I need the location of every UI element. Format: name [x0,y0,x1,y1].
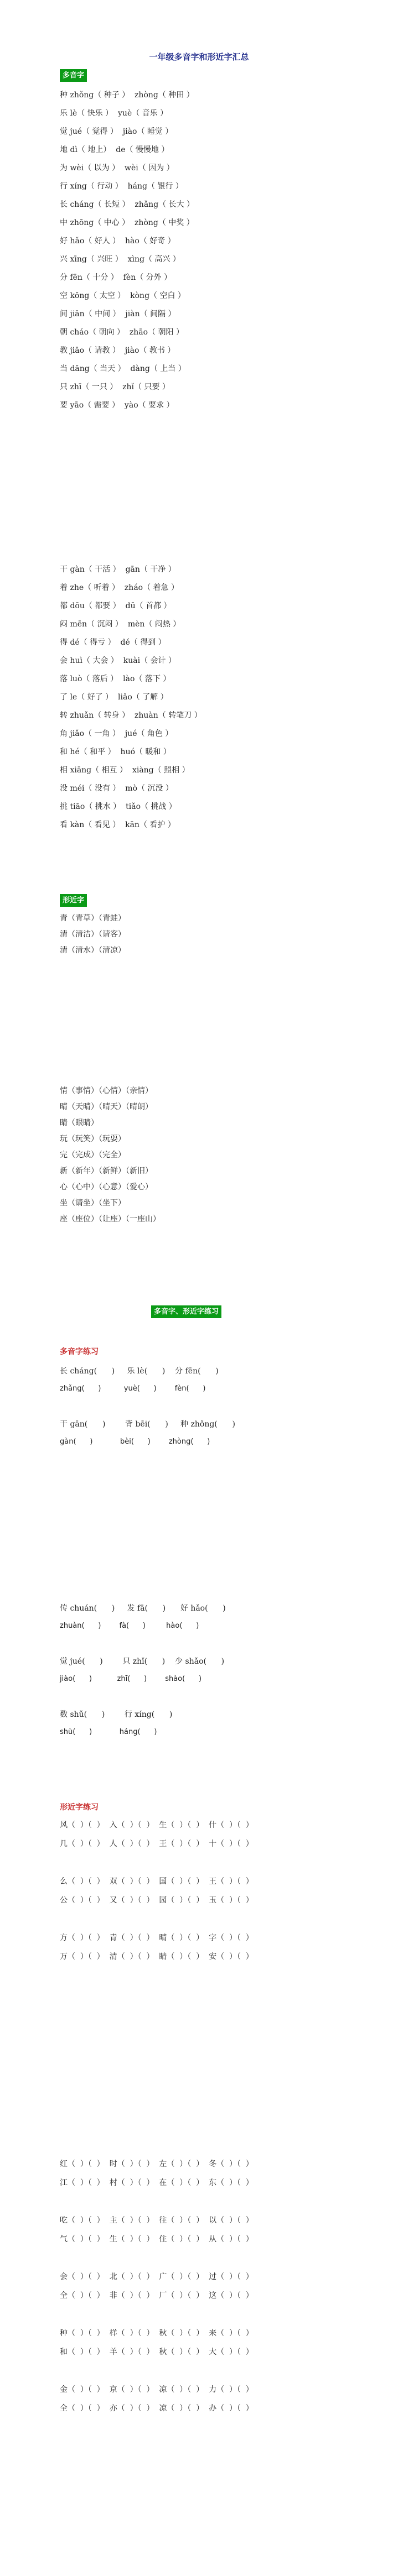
polyphone-entry: 只 zhī（ 一只 ） zhǐ（ 只要 ） [60,383,170,391]
polyphone-entry: 都 dōu（ 都要 ） dū（ 首都 ） [60,602,172,610]
similar-exercise-row: 种（ ）（ ） 样（ ）（ ） 秋（ ）（ ） 来（ ）（ ） [60,2329,254,2338]
polyphone-entry: 兴 xīng（ 兴旺 ） xìng（ 高兴 ） [60,255,180,264]
polyphone-entry: 挑 tiāo（ 挑水 ） tiǎo（ 挑战 ） [60,802,177,811]
similar-exercise-row: 金（ ）（ ） 京（ ）（ ） 凉（ ）（ ） 力（ ）（ ） [60,2385,254,2394]
similar-practice-label: 形近字练习 [60,1803,99,1812]
polyphone-exercise-1 [60,1362,235,1451]
polyphone-entry: 教 jiāo（ 请教 ） jiào（ 教书 ） [60,346,175,355]
polyphones-label: 多音字 [60,69,87,82]
polyphone-entry: 行 xíng（ 行动 ） háng（ 银行 ） [60,182,183,191]
similar-char-entry: 清（清水）（清凉） [60,946,126,955]
polyphone-entry: 相 xiāng（ 相互 ） xiàng（ 照相 ） [60,766,190,775]
polyphone-entry: 得 dé（ 得亏 ） dé（ 得到 ） [60,638,166,647]
similar-exercise-row [60,1853,254,1872]
page-title: 一年级多音字和形近字汇总 [149,52,249,62]
polyphone-entry: 闷 mēn（ 沉闷 ） mèn（ 闷热 ） [60,620,181,629]
exercise-row: zhuàn( ) fà( ) hào( ) [60,1622,199,1630]
similar-exercise-row [60,2361,254,2380]
similar-exercise-row: 全（ ）（ ） 亦（ ）（ ） 凉（ ）（ ） 办（ ）（ ） [60,2404,254,2413]
polyphone-entry: 要 yāo（ 需要 ） yào（ 要求 ） [60,401,174,410]
similar-char-entry: 完（完成）（完全） [60,1151,126,1159]
similar-exercise-row: 公（ ）（ ） 又（ ）（ ） 园（ ）（ ） 玉（ ）（ ） [60,1896,254,1905]
exercise-row: 觉 jué( ) 只 zhǐ( ) 少 shǎo( ) [60,1657,225,1666]
exercise-row [60,1688,226,1706]
similar-exercise-row: 会（ ）（ ） 北（ ）（ ） 广（ ）（ ） 过（ ）（ ） [60,2272,254,2281]
polyphone-entry: 分 fēn（ 十分 ） fèn（ 分外 ） [60,273,172,282]
similar-exercise-grid-2 [60,2155,254,2418]
similar-exercise-row: 和（ ）（ ） 羊（ ）（ ） 秋（ ）（ ） 大（ ）（ ） [60,2348,254,2356]
similar-list-1 [60,911,126,959]
similar-exercise-row: 全（ ）（ ） 非（ ）（ ） 厂（ ）（ ） 这（ ）（ ） [60,2291,254,2300]
similar-exercise-row: 气（ ）（ ） 生（ ）（ ） 住（ ）（ ） 从（ ）（ ） [60,2235,254,2244]
similar-char-entry: 心（心中）（心意）（爱心） [60,1183,153,1192]
exercise-row: 数 shǔ( ) 行 xíng( ) [60,1710,173,1719]
similar-char-entry: 睛（眼睛） [60,1119,99,1127]
similar-exercise-grid-1 [60,1816,254,1966]
polyphone-entry: 中 zhōng（ 中心 ） zhòng（ 中奖 ） [60,218,194,227]
similar-exercise-row [60,2192,254,2211]
practice-label: 多音字、形近字练习 [151,1305,221,1318]
similar-char-entry: 座（座位）（让座）（一座山） [60,1215,161,1224]
polyphone-entry: 着 zhe（ 听着 ） zháo（ 着急 ） [60,583,179,592]
similar-exercise-row: 红（ ）（ ） 时（ ）（ ） 左（ ）（ ） 冬（ ）（ ） [60,2160,254,2169]
similar-char-entry: 清（清洁）（请客） [60,930,126,939]
polyphone-entry: 为 wèi（ 以为 ） wèi（ 因为 ） [60,164,174,173]
similar-char-entry: 坐（请坐）（坐下） [60,1199,126,1208]
polyphone-entry: 朝 cháo（ 朝向 ） zhāo（ 朝阳 ） [60,328,184,337]
similar-char-entry: 玩（玩笑）（玩耍） [60,1135,126,1143]
similar-exercise-row [60,1910,254,1929]
polyphone-entry: 会 huì（ 大会 ） kuài（ 会计 ） [60,656,176,665]
similar-char-entry: 新（新年）（新鲜）（新旧） [60,1167,153,1175]
polyphone-entry: 觉 jué（ 觉得 ） jiào（ 睡觉 ） [60,127,173,136]
polyphone-entry: 转 zhuǎn（ 转身 ） zhuàn（ 转笔刀 ） [60,711,202,720]
exercise-row: gàn( ) bèi( ) zhòng( ) [60,1438,210,1446]
similar-exercise-row: 江（ ）（ ） 村（ ）（ ） 在（ ）（ ） 东（ ）（ ） [60,2178,254,2187]
similar-list-2 [60,1083,161,1227]
polyphone-entry: 地 dì（ 地上） de（ 慢慢地 ） [60,145,169,154]
similar-chars-label: 形近字 [60,894,87,907]
similar-char-entry: 青（青草）（青蛙） [60,914,126,923]
polyphone-entry: 没 méi（ 没有 ） mò（ 沉没 ） [60,784,173,793]
polyphone-entry: 看 kàn（ 看见 ） kān（ 看护 ） [60,821,175,829]
similar-exercise-row: 么（ ）（ ） 双（ ）（ ） 国（ ）（ ） 王（ ）（ ） [60,1877,254,1886]
similar-char-entry: 晴（天晴）（晴天）（晴朗） [60,1102,153,1111]
similar-char-entry: 情（事情）（心情）（亲情） [60,1086,153,1095]
polyphone-entry: 间 jiān（ 中间 ） jiàn（ 间隔 ） [60,310,176,318]
polyphone-list-2 [60,561,202,834]
exercise-row: 传 chuán( ) 发 fā( ) 好 hǎo( ) [60,1604,226,1613]
polyphone-entry: 当 dāng（ 当天 ） dàng（ 上当 ） [60,364,186,373]
exercise-row: zhǎng( ) yuè( ) fèn( ) [60,1384,206,1393]
similar-exercise-row [60,2249,254,2267]
polyphone-entry: 落 luò（ 落后 ） lào（ 落下 ） [60,675,171,683]
polyphone-entry: 干 gàn（ 干活 ） gān（ 干净 ） [60,565,176,574]
polyphone-entry: 角 jiǎo（ 一角 ） jué（ 角色 ） [60,729,173,738]
similar-exercise-row: 风（ ）（ ） 入（ ）（ ） 生（ ）（ ） 什（ ）（ ） [60,1821,254,1830]
polyphone-entry: 好 hǎo（ 好人 ） hào（ 好奇 ） [60,237,175,245]
polyphone-entry: 空 kōng（ 太空 ） kòng（ 空白 ） [60,291,185,300]
exercise-row: jiào( ) zhī( ) shào( ) [60,1675,202,1683]
similar-exercise-row: 吃（ ）（ ） 主（ ）（ ） 往（ ）（ ） 以（ ）（ ） [60,2216,254,2225]
exercise-row [60,1635,226,1653]
similar-exercise-row: 方（ ）（ ） 青（ ）（ ） 晴（ ）（ ） 字（ ）（ ） [60,1934,254,1942]
exercise-row: 干 gān( ) 背 bēi( ) 种 zhǒng( ) [60,1420,235,1429]
polyphone-exercise-2 [60,1600,226,1741]
polyphone-entry: 种 zhǒng（ 种子 ） zhòng（ 种田 ） [60,91,194,100]
polyphone-entry: 长 cháng（ 长短 ） zhǎng（ 长大 ） [60,200,195,209]
polyphone-entry: 了 le（ 好了 ） liǎo（ 了解 ） [60,693,168,702]
polyphone-practice-label: 多音字练习 [60,1347,99,1356]
polyphone-entry: 和 hé（ 和平 ） huó（ 暖和 ） [60,748,171,756]
similar-exercise-row [60,2305,254,2324]
similar-exercise-row: 几（ ）（ ） 人（ ）（ ） 王（ ）（ ） 十（ ）（ ） [60,1840,254,1848]
similar-exercise-row: 万（ ）（ ） 清（ ）（ ） 睛（ ）（ ） 安（ ）（ ） [60,1952,254,1961]
polyphone-entry: 乐 lè（ 快乐 ） yuè（ 音乐 ） [60,109,168,118]
polyphone-list-1 [60,86,194,415]
exercise-row: shù( ) háng( ) [60,1728,157,1736]
exercise-row [60,1398,235,1415]
exercise-row: 长 cháng( ) 乐 lè( ) 分 fēn( ) [60,1367,219,1376]
